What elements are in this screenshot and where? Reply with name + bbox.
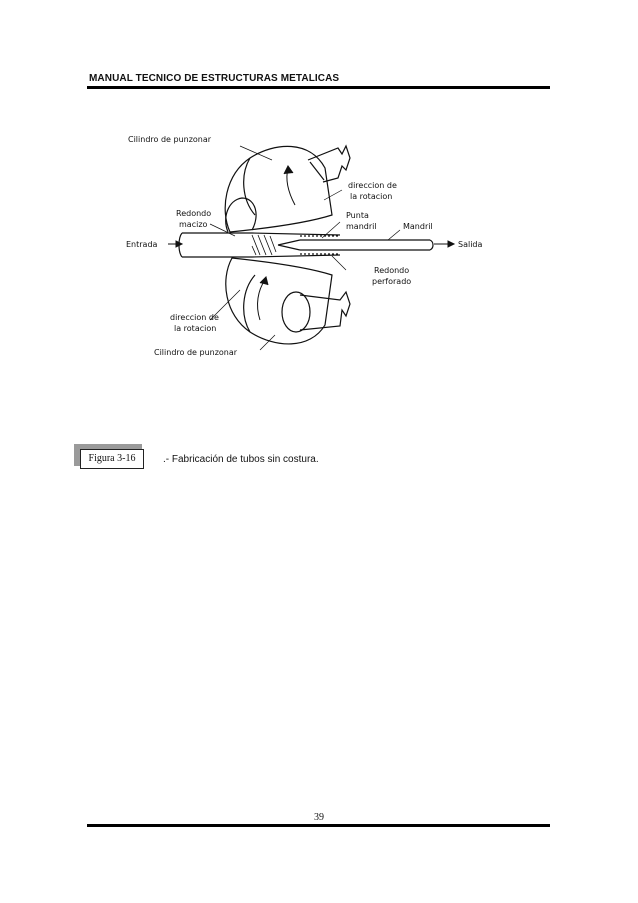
label-mandril: Mandril bbox=[403, 222, 433, 231]
label-cilindro-bottom: Cilindro de punzonar bbox=[154, 348, 238, 357]
page-number: 39 bbox=[314, 812, 324, 823]
top-roll-left-face bbox=[226, 198, 256, 232]
document-header-title: MANUAL TECNICO DE ESTRUCTURAS METALICAS bbox=[89, 73, 340, 84]
mandrel-bar bbox=[300, 240, 430, 250]
bottom-shaft-end bbox=[282, 292, 310, 332]
bottom-roll-edge bbox=[244, 275, 255, 332]
label-redondo-macizo-1: Redondo bbox=[176, 209, 212, 218]
label-direccion-top-1: direccion de bbox=[348, 181, 397, 190]
label-punta-mandril-1: Punta bbox=[346, 211, 369, 220]
top-shaft bbox=[308, 146, 350, 182]
figure-number-badge bbox=[74, 444, 146, 470]
label-redondo-macizo-2: macizo bbox=[179, 220, 208, 229]
top-roll-body bbox=[225, 146, 332, 232]
label-cilindro-top: Cilindro de punzonar bbox=[128, 135, 212, 144]
label-redondo-perforado-1: Redondo bbox=[374, 266, 410, 275]
bottom-rotation-arrow bbox=[258, 280, 265, 320]
label-entrada: Entrada bbox=[126, 240, 158, 249]
header-rule bbox=[87, 86, 550, 89]
solid-round-bar bbox=[182, 233, 252, 257]
mandrel-point bbox=[278, 240, 300, 250]
label-direccion-bottom-2: la rotacion bbox=[174, 324, 217, 333]
label-punta-mandril-2: mandril bbox=[346, 222, 377, 231]
top-roll-edge bbox=[244, 158, 255, 215]
seamless-tube-diagram bbox=[110, 120, 530, 380]
top-rotation-arrow bbox=[287, 168, 295, 205]
figure-number: Figura 3-16 bbox=[80, 449, 144, 469]
label-direccion-bottom-1: direccion de bbox=[170, 313, 219, 322]
diagram-svg bbox=[110, 120, 530, 380]
figure-caption: .- Fabricación de tubos sin costura. bbox=[163, 454, 319, 465]
label-salida: Salida bbox=[458, 240, 483, 249]
label-redondo-perforado-2: perforado bbox=[372, 277, 412, 286]
bottom-roll-body bbox=[226, 258, 332, 344]
footer-rule bbox=[87, 824, 550, 827]
label-direccion-top-2: la rotacion bbox=[350, 192, 393, 201]
